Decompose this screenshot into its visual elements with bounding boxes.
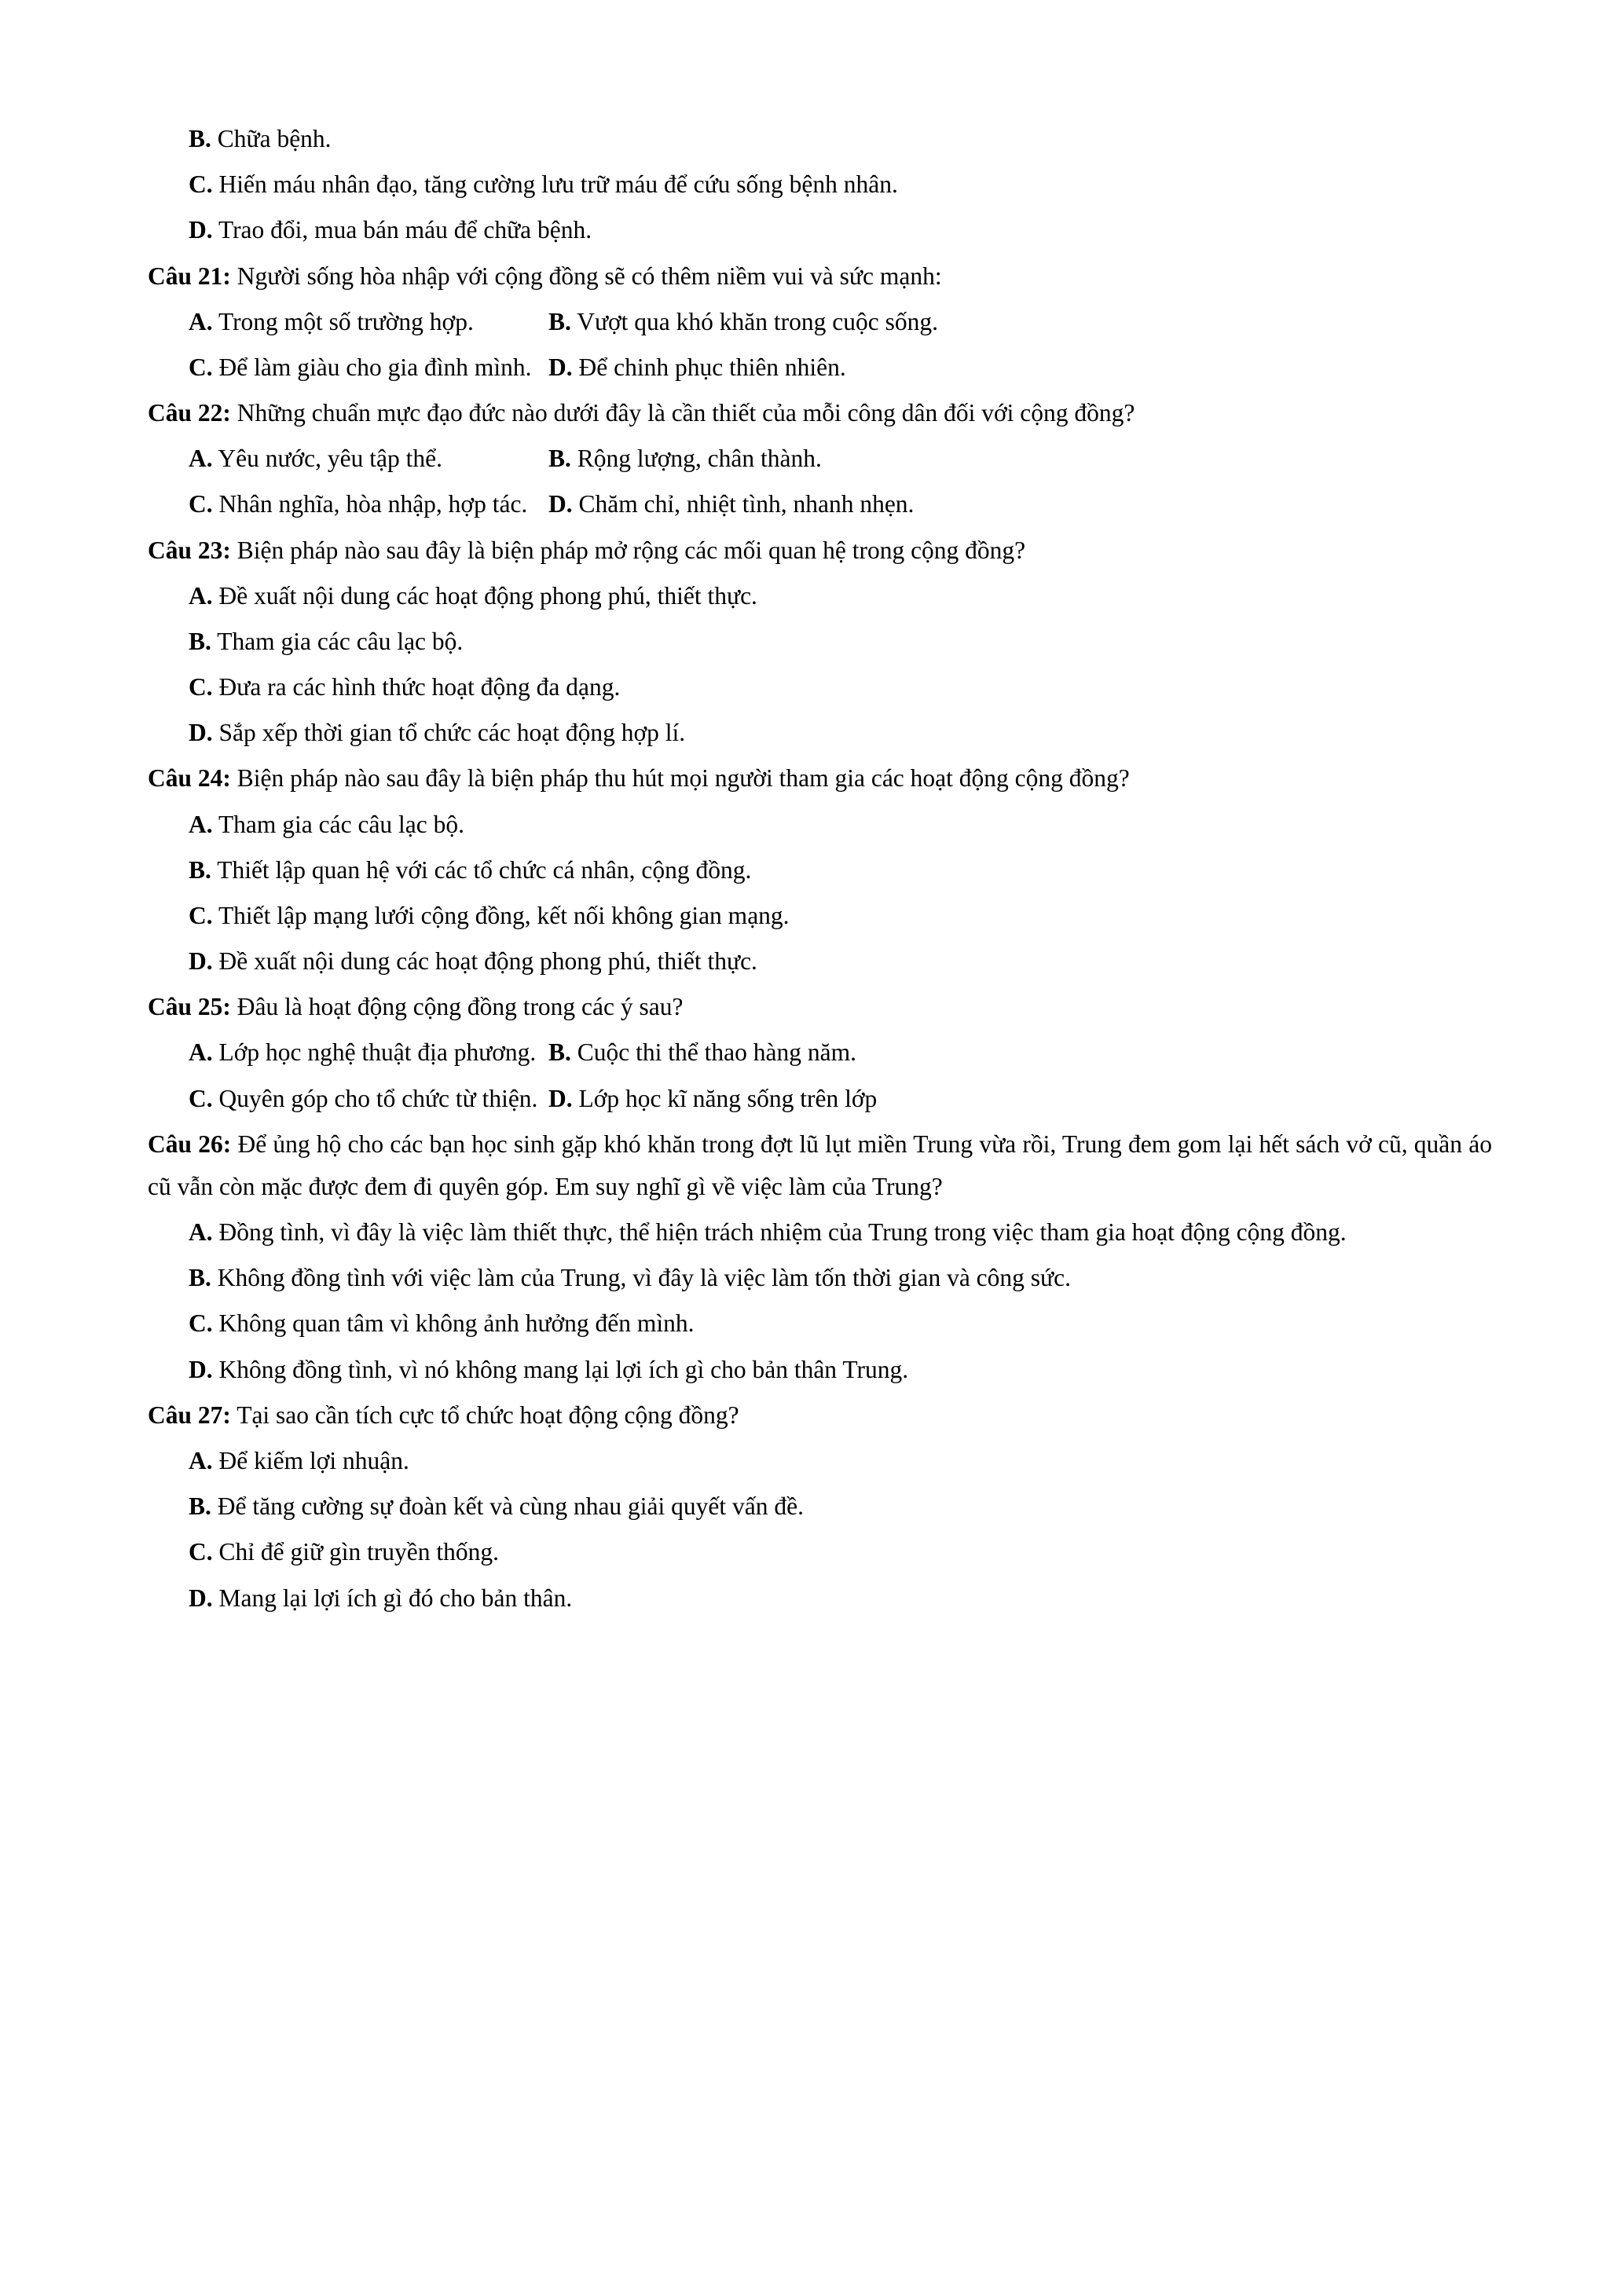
option-cell xyxy=(548,438,1492,480)
option-text: Để chinh phục thiên nhiên. xyxy=(578,353,846,381)
option-key: D. xyxy=(189,216,213,244)
option-text: Nhân nghĩa, hòa nhập, hợp tác. xyxy=(218,490,528,518)
option-row xyxy=(148,483,1492,525)
option-key: A. xyxy=(189,581,213,610)
question-stem: Biện pháp nào sau đây là biện pháp thu hút mọi người tham gia các hoạt động cộng đồng? xyxy=(236,764,1130,793)
option-line xyxy=(148,1440,1492,1482)
option-text: Lớp học kĩ năng sống trên lớp xyxy=(578,1084,878,1112)
question-label: Câu 24: xyxy=(148,764,231,793)
question-block xyxy=(148,392,1492,526)
question-stem: Tại sao cần tích cực tổ chức hoạt động cộng đồng? xyxy=(236,1401,739,1429)
option-text: Chỉ để giữ gìn truyền thống. xyxy=(218,1538,500,1566)
option-text: Sắp xếp thời gian tổ chức các hoạt động hợp lí. xyxy=(218,719,686,747)
option-text: Tham gia các câu lạc bộ. xyxy=(218,810,465,838)
question-stem-line xyxy=(148,757,1492,800)
option-key: A. xyxy=(189,1218,213,1247)
option-key: C. xyxy=(189,353,213,381)
option-line xyxy=(148,163,1492,206)
option-key: D. xyxy=(548,490,573,518)
question-block xyxy=(148,986,1492,1120)
option-key: D. xyxy=(189,1355,213,1383)
option-text: Mang lại lợi ích gì đó cho bản thân. xyxy=(218,1584,573,1612)
question-stem-line xyxy=(148,529,1492,572)
option-cell xyxy=(189,1031,548,1074)
option-key: B. xyxy=(548,307,571,335)
question-stem-line xyxy=(148,986,1492,1028)
option-key: D. xyxy=(548,1084,573,1112)
option-line xyxy=(148,1577,1492,1620)
option-text: Hiến máu nhân đạo, tăng cường lưu trữ máu để cứu sống bệnh nhân. xyxy=(218,170,898,199)
question-label: Câu 27: xyxy=(148,1401,231,1429)
option-key: B. xyxy=(189,1492,211,1521)
option-line xyxy=(148,1211,1492,1254)
option-key: A. xyxy=(189,307,213,335)
option-text: Tham gia các câu lạc bộ. xyxy=(217,627,464,655)
option-key: A. xyxy=(189,1446,213,1474)
option-line xyxy=(148,209,1492,251)
option-row xyxy=(148,346,1492,389)
option-key: C. xyxy=(189,1084,213,1112)
option-line xyxy=(148,895,1492,937)
option-line xyxy=(148,940,1492,983)
option-line xyxy=(148,849,1492,892)
option-cell xyxy=(189,438,548,480)
option-key: B. xyxy=(189,627,211,655)
option-cell xyxy=(189,483,548,525)
option-row xyxy=(148,301,1492,343)
option-cell xyxy=(189,346,548,389)
option-key: B. xyxy=(189,1264,211,1292)
option-text: Để tăng cường sự đoàn kết và cùng nhau giải quyết vấn đề. xyxy=(217,1492,804,1521)
option-key: A. xyxy=(189,810,213,838)
option-text: Thiết lập quan hệ với các tổ chức cá nhân, cộng đồng. xyxy=(217,855,752,884)
option-key: C. xyxy=(189,1538,213,1566)
option-key: B. xyxy=(548,1038,571,1067)
question-label: Câu 25: xyxy=(148,993,231,1021)
document-body xyxy=(148,118,1492,1620)
option-cell xyxy=(548,346,1492,389)
option-text: Trao đổi, mua bán máu để chữa bệnh. xyxy=(218,216,592,244)
option-text: Vượt qua khó khăn trong cuộc sống. xyxy=(577,307,938,335)
option-text: Cuộc thi thể thao hàng năm. xyxy=(577,1038,856,1067)
option-line xyxy=(148,118,1492,160)
question-stem-line xyxy=(148,255,1492,298)
option-text: Yêu nước, yêu tập thể. xyxy=(218,445,442,473)
option-row xyxy=(148,1031,1492,1074)
question-label: Câu 21: xyxy=(148,262,231,290)
option-row xyxy=(148,438,1492,480)
option-line xyxy=(148,621,1492,663)
option-cell xyxy=(189,301,548,343)
question-stem: Biện pháp nào sau đây là biện pháp mở rộng các mối quan hệ trong cộng đồng? xyxy=(236,536,1026,564)
option-line xyxy=(148,1257,1492,1299)
option-text: Đưa ra các hình thức hoạt động đa dạng. xyxy=(218,673,621,701)
option-text: Thiết lập mạng lưới cộng đồng, kết nối không gian mạng. xyxy=(218,901,790,929)
option-text: Đề xuất nội dung các hoạt động phong phú, thiết thực. xyxy=(218,947,757,976)
option-text: Lớp học nghệ thuật địa phương. xyxy=(218,1038,537,1067)
option-text: Đồng tình, vì đây là việc làm thiết thực, thể hiện trách nhiệm của Trung trong việc tham gia hoạt động cộng đồng. xyxy=(218,1218,1347,1247)
option-text: Không quan tâm vì không ảnh hưởng đến mình. xyxy=(218,1309,695,1338)
option-line xyxy=(148,1349,1492,1391)
option-text: Quyên góp cho tổ chức từ thiện. xyxy=(218,1084,538,1112)
option-text: Để kiếm lợi nhuận. xyxy=(218,1446,409,1474)
question-label: Câu 23: xyxy=(148,536,231,564)
option-key: C. xyxy=(189,1309,213,1338)
option-cell xyxy=(548,1031,1492,1074)
question-stem: Những chuẩn mực đạo đức nào dưới đây là cần thiết của mỗi công dân đối với cộng đồng? xyxy=(236,399,1135,427)
question-label: Câu 22: xyxy=(148,399,231,427)
question-block xyxy=(148,1123,1492,1391)
option-key: C. xyxy=(189,901,213,929)
question-block xyxy=(148,529,1492,755)
option-text: Đề xuất nội dung các hoạt động phong phú, thiết thực. xyxy=(218,581,757,610)
option-line xyxy=(148,666,1492,709)
option-key: C. xyxy=(189,490,213,518)
question-stem-line xyxy=(148,1123,1492,1208)
option-text: Chăm chỉ, nhiệt tình, nhanh nhẹn. xyxy=(578,490,915,518)
option-key: B. xyxy=(189,855,211,884)
question-stem-line xyxy=(148,392,1492,434)
option-text: Chữa bệnh. xyxy=(217,125,332,152)
option-key: A. xyxy=(189,1038,213,1067)
option-text: Không đồng tình, vì nó không mang lại lợi ích gì cho bản thân Trung. xyxy=(218,1355,909,1383)
question-stem-line xyxy=(148,1394,1492,1437)
option-key: D. xyxy=(189,947,213,976)
option-key: C. xyxy=(189,673,213,701)
option-key: D. xyxy=(189,719,213,747)
option-cell xyxy=(189,1078,548,1120)
option-text: Rộng lượng, chân thành. xyxy=(577,445,822,473)
option-cell xyxy=(548,301,1492,343)
option-line xyxy=(148,712,1492,754)
option-text: Trong một số trường hợp. xyxy=(218,307,474,335)
option-line xyxy=(148,1485,1492,1528)
option-line xyxy=(148,1302,1492,1345)
question-block xyxy=(148,757,1492,983)
option-cell xyxy=(548,1078,1492,1120)
option-line xyxy=(148,575,1492,617)
option-key: B. xyxy=(189,125,211,152)
question-block xyxy=(148,1394,1492,1620)
option-key: D. xyxy=(548,353,573,381)
option-text: Không đồng tình với việc làm của Trung, vì đây là việc làm tốn thời gian và công sức. xyxy=(217,1264,1071,1292)
question-stem: Người sống hòa nhập với cộng đồng sẽ có thêm niềm vui và sức mạnh: xyxy=(236,262,942,290)
option-key: B. xyxy=(548,445,571,473)
option-key: D. xyxy=(189,1584,213,1612)
question-label: Câu 26: xyxy=(148,1130,232,1158)
option-line xyxy=(148,1531,1492,1573)
question-block xyxy=(148,255,1492,390)
option-row xyxy=(148,1078,1492,1120)
question-stem: Để ủng hộ cho các bạn học sinh gặp khó khăn trong đợt lũ lụt miền Trung vừa rồi, Trung đem gom lại hết sách vở cũ, quần áo cũ vẫn còn mặc được đem đi quyên góp. Em suy nghĩ gì về việc làm của Trung? xyxy=(148,1130,1492,1200)
option-line xyxy=(148,804,1492,846)
option-text: Để làm giàu cho gia đình mình. xyxy=(218,353,532,381)
option-cell xyxy=(548,483,1492,525)
option-key: C. xyxy=(189,170,213,199)
option-key: A. xyxy=(189,445,213,473)
question-stem: Đâu là hoạt động cộng đồng trong các ý sau? xyxy=(236,993,684,1021)
